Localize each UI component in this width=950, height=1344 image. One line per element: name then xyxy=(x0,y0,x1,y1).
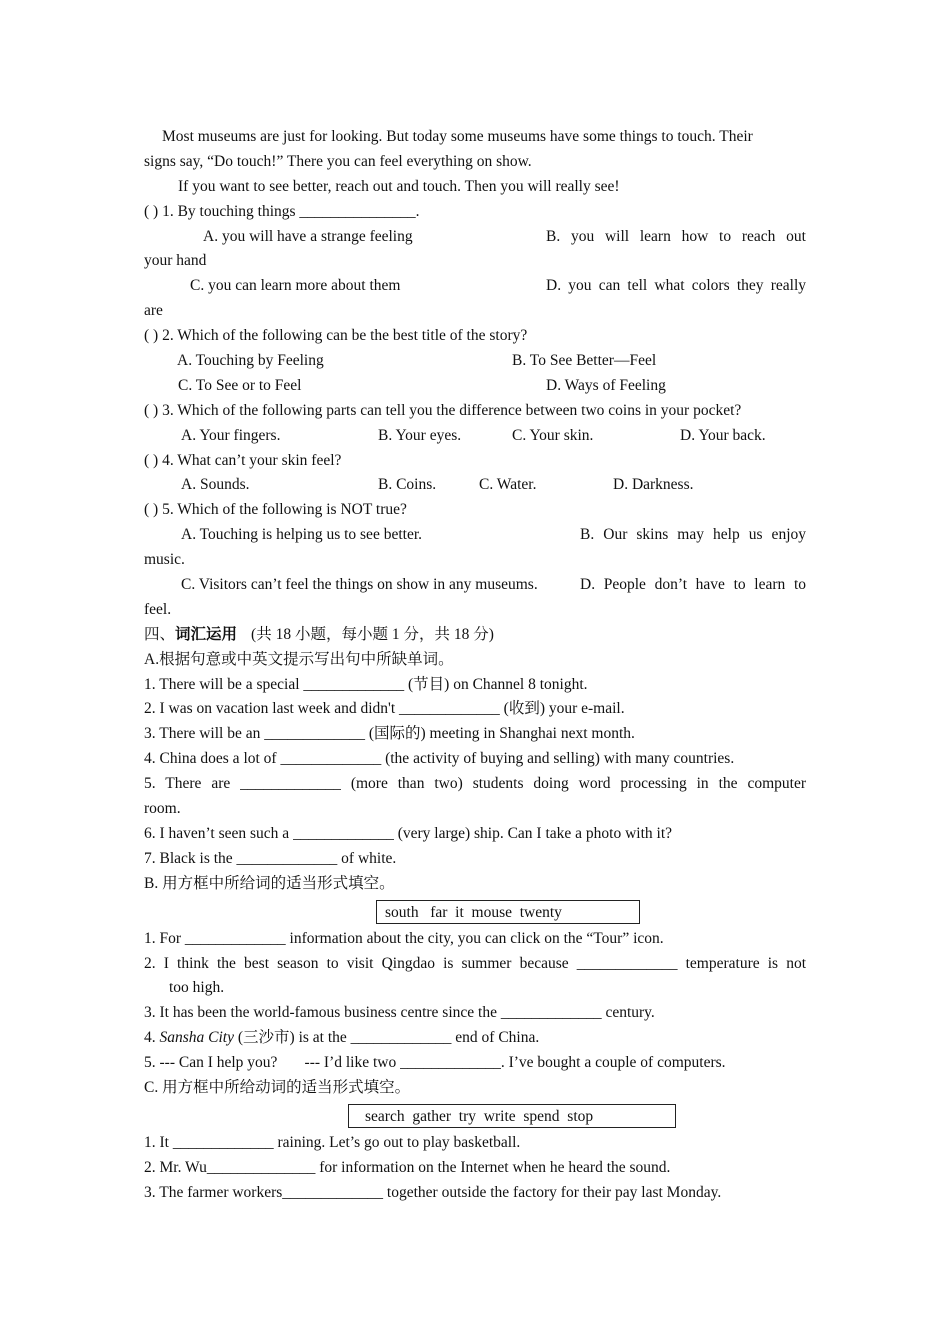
option-continuation: music. xyxy=(144,551,185,569)
section-number: 四、 xyxy=(144,625,176,643)
option-c: C. Visitors can’t feel the things on show in any museums. xyxy=(181,576,538,594)
option-b: B. To See Better—Feel xyxy=(512,352,657,370)
option-b: B. Coins. xyxy=(378,476,437,494)
part-c-item: 3. The farmer workers_____________ together outside the factory for their pay last Monday. xyxy=(144,1183,722,1201)
part-a-item: 2. I was on vacation last week and didn't _____________ (收到) your e-mail. xyxy=(144,700,625,718)
option-c: C. To See or to Feel xyxy=(178,376,302,394)
part-b-item-continuation: too high. xyxy=(169,979,225,997)
option-c: C. Water. xyxy=(479,476,537,494)
passage-line: If you want to see better, reach out and touch. Then you will really see! xyxy=(178,177,620,195)
section-title: 词汇运用 xyxy=(175,625,238,643)
option-d: D. People don’t have to learn to xyxy=(580,576,806,594)
option-d: D. Darkness. xyxy=(613,476,694,494)
question-5-stem: ( ) 5. Which of the following is NOT true? xyxy=(144,501,407,519)
part-b-item: 1. For _____________ information about the city, you can click on the “Tour” icon. xyxy=(144,929,664,947)
question-2-options-ab xyxy=(144,349,806,374)
part-a-item: 7. Black is the _____________ of white. xyxy=(144,849,397,867)
part-b-item: 4. Sansha City (三沙市) is at the _____________ end of China. xyxy=(144,1029,540,1047)
option-b: B. you will learn how to reach out xyxy=(546,227,806,245)
part-b-word-box-row xyxy=(144,897,806,927)
part-c-item: 2. Mr. Wu______________ for information on the Internet when he heard the sound. xyxy=(144,1158,671,1176)
question-1-options-ab xyxy=(144,225,806,250)
part-c-word-box-row xyxy=(144,1101,806,1131)
option-a: A. Touching is helping us to see better. xyxy=(181,526,422,544)
part-c-item: 1. It _____________ raining. Let’s go out to play basketball. xyxy=(144,1133,521,1151)
passage-line: Most museums are just for looking. But today some museums have some things to touch. Their xyxy=(162,128,753,145)
option-d: D. Ways of Feeling xyxy=(546,376,666,394)
option-b: B. Our skins may help us enjoy xyxy=(580,526,806,544)
part-a-instruction: A.根据句意或中英文提示写出句中所缺单词。 xyxy=(144,650,454,668)
option-continuation: are xyxy=(144,302,163,320)
part-b-instruction: B. 用方框中所给词的适当形式填空。 xyxy=(144,874,395,892)
part-c-word-box: search gather try write spend stop xyxy=(348,1104,676,1128)
question-2-stem: ( ) 2. Which of the following can be the best title of the story? xyxy=(144,327,528,345)
option-c: C. Your skin. xyxy=(512,426,594,444)
part-b-item: 2. I think the best season to visit Qingdao is summer because _____________ temperature is not xyxy=(144,954,806,972)
option-continuation: your hand xyxy=(144,252,207,270)
section-heading xyxy=(144,623,806,648)
part-a-item-continuation: room. xyxy=(144,800,181,818)
option-b: B. Your eyes. xyxy=(378,426,462,444)
option-a: A. Touching by Feeling xyxy=(177,352,324,370)
passage-line: signs say, “Do touch!” There you can feel everything on show. xyxy=(144,152,532,170)
option-a: A. you will have a strange feeling xyxy=(203,227,413,245)
part-a-item: 3. There will be an _____________ (国际的) meeting in Shanghai next month. xyxy=(144,725,635,743)
question-2-options-cd xyxy=(144,374,806,399)
part-b-item: 3. It has been the world-famous business centre since the _____________ century. xyxy=(144,1004,655,1022)
option-continuation: feel. xyxy=(144,600,172,618)
question-4-options xyxy=(144,473,806,498)
part-a-item: 1. There will be a special _____________ (节目) on Channel 8 tonight. xyxy=(144,675,588,693)
question-1-stem: ( ) 1. By touching things _______________. xyxy=(144,202,420,220)
section-note: (共 18 小题，每小题 1 分，共 18 分) xyxy=(251,625,494,643)
part-a-item: 4. China does a lot of _____________ (the activity of buying and selling) with many countries. xyxy=(144,750,735,768)
option-a: A. Your fingers. xyxy=(181,426,281,444)
question-5-options-ab xyxy=(144,523,806,548)
part-b-item: 5. --- Can I help you? --- I’d like two _____________. I’ve bought a couple of computers. xyxy=(144,1054,726,1072)
part-c-instruction: C. 用方框中所给动词的适当形式填空。 xyxy=(144,1078,411,1096)
option-c: C. you can learn more about them xyxy=(190,277,401,295)
question-3-options xyxy=(144,424,806,449)
italic-place-name: Sansha City xyxy=(159,1029,234,1047)
question-4-stem: ( ) 4. What can’t your skin feel? xyxy=(144,451,342,469)
question-1-options-cd xyxy=(144,274,806,299)
option-a: A. Sounds. xyxy=(181,476,250,494)
part-a-item: 5. There are _____________ (more than two) students doing word processing in the computer xyxy=(144,775,806,793)
question-5-options-cd xyxy=(144,573,806,598)
part-a-item: 6. I haven’t seen such a _____________ (very large) ship. Can I take a photo with it? xyxy=(144,824,673,842)
exam-page xyxy=(144,125,806,1206)
question-3-stem: ( ) 3. Which of the following parts can tell you the difference between two coins in your pocket? xyxy=(144,401,742,419)
option-d: D. you can tell what colors they really xyxy=(546,277,806,295)
part-b-word-box: south far it mouse twenty xyxy=(376,900,640,924)
option-d: D. Your back. xyxy=(680,426,766,444)
